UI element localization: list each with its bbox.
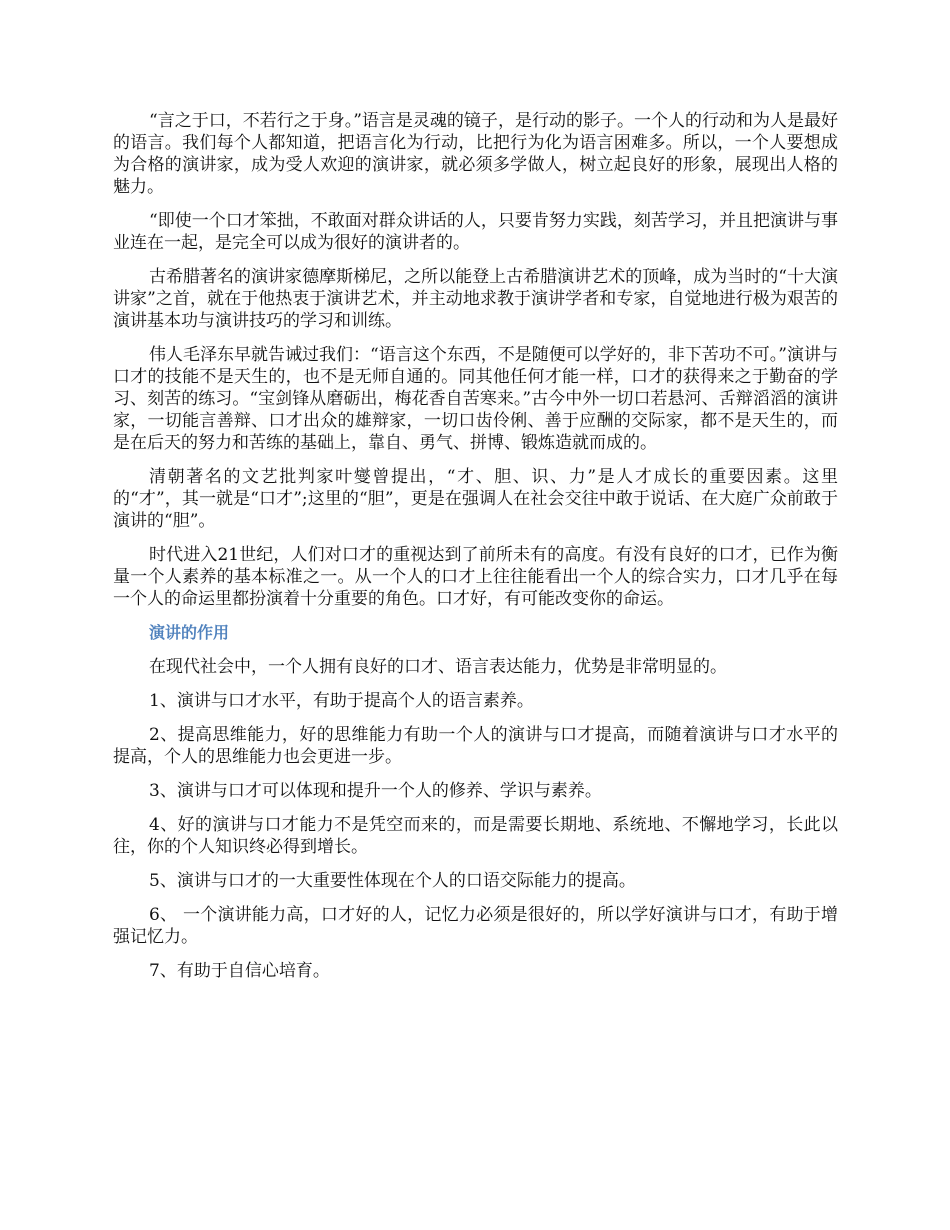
- list-item: 6、 一个演讲能力高，口才好的人，记忆力必须是很好的，所以学好演讲与口才，有助于增强记忆力。: [113, 905, 838, 947]
- section-intro: 在现代社会中，一个人拥有良好的口才、语言表达能力，优势是非常明显的。: [149, 657, 727, 677]
- document-page: [113, 110, 838, 994]
- list-item: 4、好的演讲与口才能力不是凭空而来的，而是需要长期地、系统地、不懈地学习，长此以往，你的个人知识终必得到增长。: [113, 815, 838, 857]
- paragraph: “言之于口，不若行之于身。”语言是灵魂的镜子，是行动的影子。一个人的行动和为人是最好的语言。我们每个人都知道，把语言化为行动，比把行为化为语言困难多。所以，一个人要想成为合格的演讲家，成为受人欢迎的演讲家，就必须多学做人，树立起良好的形象，展现出人格的魅力。: [113, 111, 838, 197]
- paragraph: 时代进入21世纪，人们对口才的重视达到了前所未有的高度。有没有良好的口才，已作为衡量一个人素养的基本标准之一。从一个人的口才上往往能看出一个人的综合实力，口才几乎在每一个人的命运里都扮演着十分重要的角色。口才好，有可能改变你的命运。: [113, 545, 838, 609]
- paragraph: 清朝著名的文艺批判家叶燮曾提出，“才、胆、识、力”是人才成长的重要因素。这里的“才”，其一就是“口才”;这里的“胆”，更是在强调人在社会交往中敢于说话、在大庭广众前敢于演讲的“胆”。: [113, 467, 838, 531]
- list-item: 1、演讲与口才水平，有助于提高个人的语言素养。: [149, 691, 534, 711]
- paragraph: “即使一个口才笨拙，不敢面对群众讲话的人，只要肯努力实践，刻苦学习，并且把演讲与事业连在一起，是完全可以成为很好的演讲者的。: [113, 211, 838, 253]
- paragraph: 伟人毛泽东早就告诫过我们：“语言这个东西，不是随便可以学好的，非下苦功不可。”演讲与口才的技能不是天生的，也不是无师自通的。同其他任何才能一样，口才的获得来之于勤奋的学习、刻苦的练习。“宝剑锋从磨砺出，梅花香自苦寒来。”古今中外一切口若悬河、舌辩滔滔的演讲家，一切能言善辩、口才出众的雄辩家，一切口齿伶俐、善于应酬的交际家，都不是天生的，而是在后天的努力和苦练的基础上，靠自、勇气、拼博、锻炼造就而成的。: [113, 345, 838, 453]
- list-item: 5、演讲与口才的一大重要性体现在个人的口语交际能力的提高。: [149, 871, 636, 891]
- list-item: 2、提高思维能力，好的思维能力有助一个人的演讲与口才提高，而随着演讲与口才水平的提高，个人的思维能力也会更进一步。: [113, 725, 838, 767]
- paragraph: 古希腊著名的演讲家德摩斯梯尼，之所以能登上古希腊演讲艺术的顶峰，成为当时的“十大演讲家”之首，就在于他热衷于演讲艺术，并主动地求教于演讲学者和专家，自觉地进行极为艰苦的演讲基本功与演讲技巧的学习和训练。: [113, 267, 838, 331]
- list-item: 7、有助于自信心培育。: [149, 961, 330, 981]
- section-heading: 演讲的作用: [149, 623, 230, 642]
- list-item: 3、演讲与口才可以体现和提升一个人的修养、学识与素养。: [149, 781, 602, 801]
